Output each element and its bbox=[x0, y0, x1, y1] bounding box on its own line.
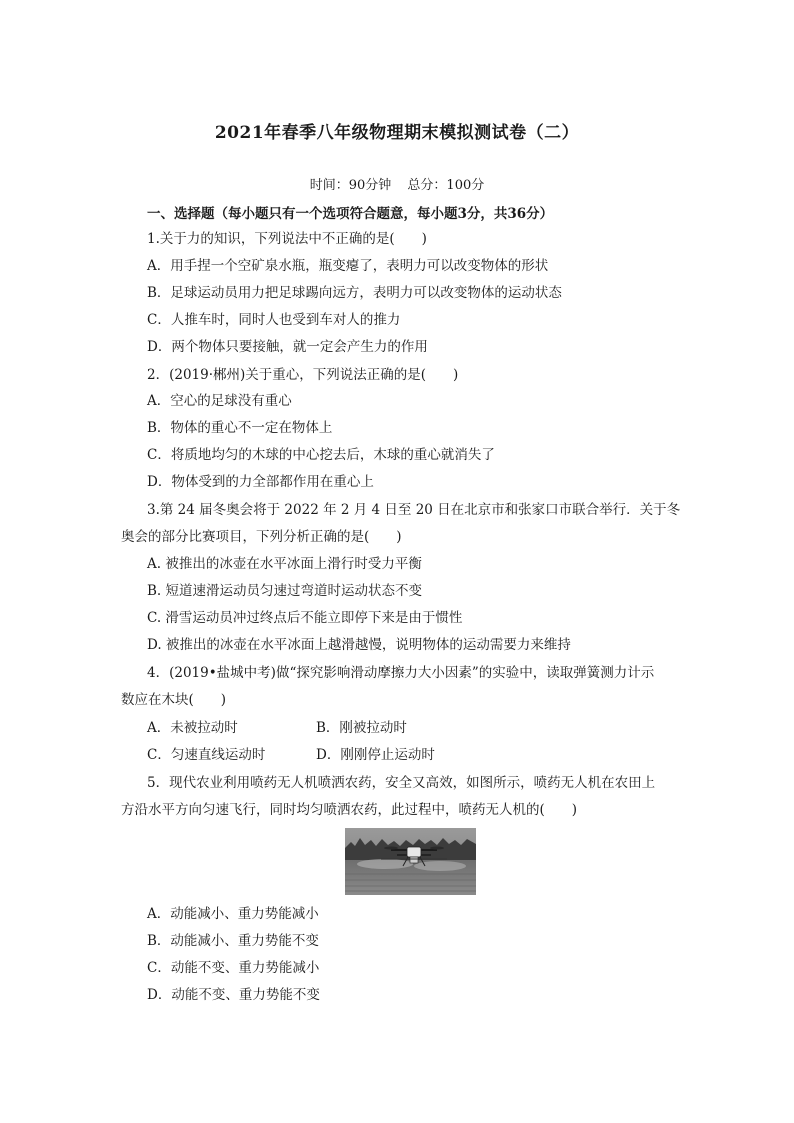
question-3-option-b: B. 短道速滑运动员匀速过弯道时运动状态不变 bbox=[147, 583, 423, 599]
question-5-stem-line-2: 方沿水平方向匀速飞行，同时均匀喷洒农药，此过程中，喷药无人机的( ) bbox=[121, 802, 578, 818]
question-3-option-d: D. 被推出的冰壶在水平冰面上越滑越慢，说明物体的运动需要力来维持 bbox=[147, 637, 571, 653]
drone-photo-illustration bbox=[345, 828, 476, 895]
question-5-option-d: D．动能不变、重力势能不变 bbox=[147, 987, 320, 1003]
question-4-option-c: C．匀速直线运动时 bbox=[147, 747, 266, 763]
question-5-stem-line-1: 5．现代农业利用喷药无人机喷洒农药，安全又高效，如图所示，喷药无人机在农田上 bbox=[147, 775, 656, 791]
question-1-option-a: A．用手捏一个空矿泉水瓶，瓶变瘪了，表明力可以改变物体的形状 bbox=[147, 258, 549, 274]
exam-time: 时间：90分钟 bbox=[309, 178, 392, 193]
exam-meta bbox=[0, 174, 794, 193]
question-4-option-d: D．刚刚停止运动时 bbox=[316, 747, 435, 763]
question-2-option-b: B．物体的重心不一定在物体上 bbox=[147, 420, 333, 436]
section-heading: 一、选择题（每小题只有一个选项符合题意，每小题3分，共36分） bbox=[147, 206, 554, 222]
question-1-option-b: B．足球运动员用力把足球踢向远方，表明力可以改变物体的运动状态 bbox=[147, 285, 562, 301]
question-1-option-d: D．两个物体只要接触，就一定会产生力的作用 bbox=[147, 339, 428, 355]
question-5-option-c: C．动能不变、重力势能减小 bbox=[147, 960, 320, 976]
drone-spraying-photo bbox=[345, 828, 476, 895]
question-4-stem-line-1: 4．(2019•盐城中考)做“探究影响滑动摩擦力大小因素”的实验中，读取弹簧测力计示 bbox=[147, 665, 655, 681]
question-4-option-a: A．未被拉动时 bbox=[147, 720, 238, 736]
question-3-stem-line-1: 3.第 24 届冬奥会将于 2022 年 2 月 4 日至 20 日在北京市和张家口市联合举行．关于冬 bbox=[147, 502, 681, 518]
question-3-option-a: A. 被推出的冰壶在水平冰面上滑行时受力平衡 bbox=[147, 556, 422, 572]
question-2-stem: 2．(2019·郴州)关于重心，下列说法正确的是( ) bbox=[147, 367, 459, 383]
question-2-option-a: A．空心的足球没有重心 bbox=[147, 393, 292, 409]
question-2-option-c: C．将质地均匀的木球的中心挖去后，木球的重心就消失了 bbox=[147, 447, 495, 463]
question-4-option-b: B．刚被拉动时 bbox=[316, 720, 407, 736]
question-5-option-a: A．动能减小、重力势能减小 bbox=[147, 906, 319, 922]
question-1-stem: 1.关于力的知识，下列说法中不正确的是( ) bbox=[147, 231, 427, 247]
question-2-option-d: D．物体受到的力全部都作用在重心上 bbox=[147, 474, 374, 490]
question-3-stem-line-2: 奥会的部分比赛项目，下列分析正确的是( ) bbox=[121, 529, 402, 545]
question-5-option-b: B．动能减小、重力势能不变 bbox=[147, 933, 319, 949]
question-3-option-c: C. 滑雪运动员冲过终点后不能立即停下来是由于惯性 bbox=[147, 610, 463, 626]
question-1-option-c: C．人推车时，同时人也受到车对人的推力 bbox=[147, 312, 401, 328]
exam-total-score: 总分：100分 bbox=[407, 178, 485, 193]
question-4-stem-line-2: 数应在木块( ) bbox=[121, 692, 227, 708]
exam-title: 2021年春季八年级物理期末模拟测试卷（二） bbox=[214, 123, 580, 143]
